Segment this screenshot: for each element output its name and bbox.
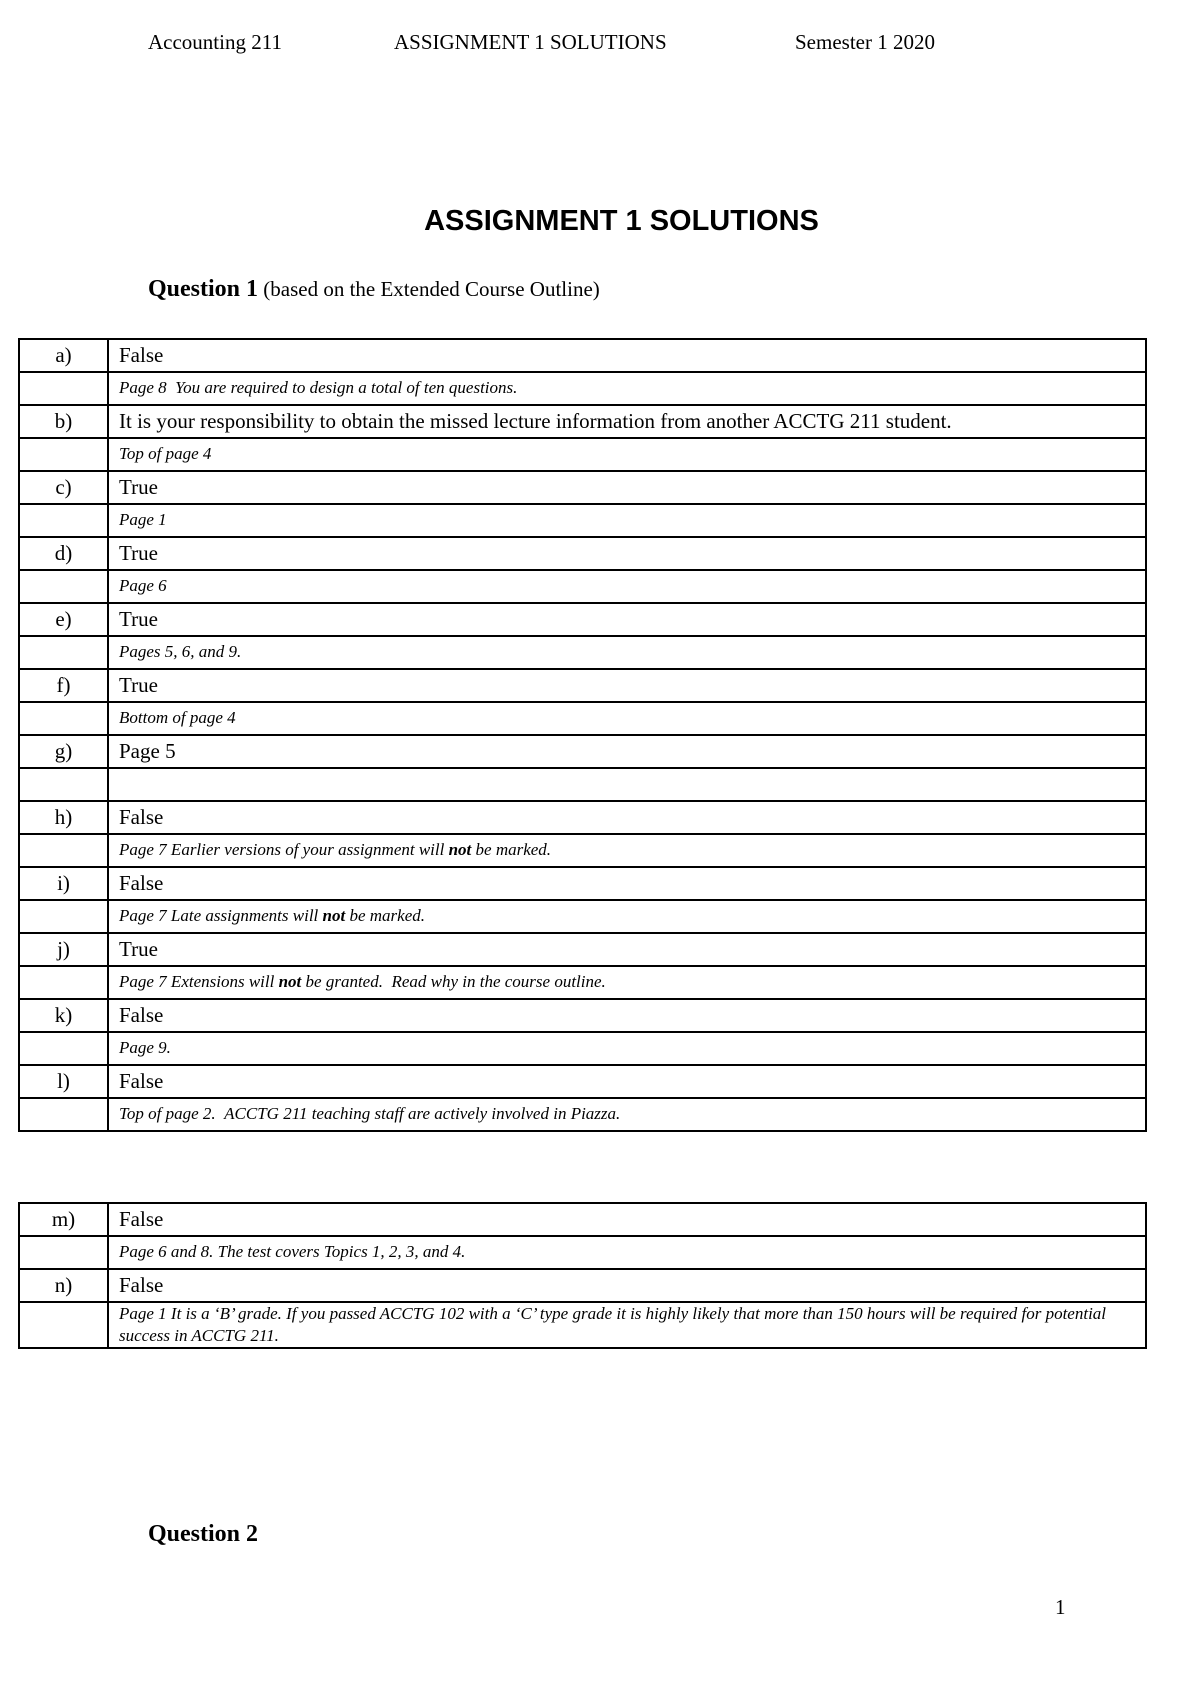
page-header: [0, 30, 1200, 60]
question-2-label: Question 2: [148, 1521, 259, 1547]
question-label: k): [19, 999, 108, 1032]
answer-row: [19, 1269, 1146, 1302]
answer-row: [19, 801, 1146, 834]
empty-cell: [19, 1032, 108, 1065]
answer-text: True: [108, 537, 1146, 570]
answer-text: False: [108, 1269, 1146, 1302]
header-course: Accounting 211: [148, 30, 282, 54]
answer-text: True: [108, 471, 1146, 504]
answer-row: [19, 405, 1146, 438]
answer-row: [19, 999, 1146, 1032]
question-1-subtitle: (based on the Extended Course Outline): [263, 277, 600, 301]
answer-text: True: [108, 669, 1146, 702]
empty-cell: [19, 966, 108, 999]
empty-cell: [19, 834, 108, 867]
note-row: [19, 834, 1146, 867]
empty-cell: [19, 1236, 108, 1269]
answer-text: False: [108, 999, 1146, 1032]
note-row: [19, 1302, 1146, 1348]
reference-note: Bottom of page 4: [108, 702, 1146, 735]
question-label: a): [19, 339, 108, 372]
note-row: [19, 636, 1146, 669]
empty-cell: [19, 1098, 108, 1131]
document-title: ASSIGNMENT 1 SOLUTIONS: [424, 205, 819, 237]
answer-row: [19, 867, 1146, 900]
question-label: l): [19, 1065, 108, 1098]
question-label: h): [19, 801, 108, 834]
note-row: [19, 1032, 1146, 1065]
empty-cell: [19, 504, 108, 537]
empty-cell: [19, 636, 108, 669]
reference-note: Top of page 4: [108, 438, 1146, 471]
note-row: [19, 900, 1146, 933]
answer-text: False: [108, 801, 1146, 834]
reference-note: Page 1 It is a ‘B’ grade. If you passed ACCTG 102 with a ‘C’ type grade it is highly likely that more than 150 hours will be required for potential success in ACCTG 211.: [108, 1302, 1146, 1348]
answer-text: False: [108, 1065, 1146, 1098]
reference-note: Top of page 2. ACCTG 211 teaching staff are actively involved in Piazza.: [108, 1098, 1146, 1131]
question-label: f): [19, 669, 108, 702]
answer-row: [19, 471, 1146, 504]
answers-table-2: [18, 1202, 1147, 1349]
answer-text: It is your responsibility to obtain the missed lecture information from another ACCTG 211 student.: [108, 405, 1146, 438]
answer-row: [19, 669, 1146, 702]
note-row: [19, 1236, 1146, 1269]
question-label: m): [19, 1203, 108, 1236]
empty-cell: [19, 702, 108, 735]
answer-text: True: [108, 933, 1146, 966]
answer-row: [19, 933, 1146, 966]
header-title: ASSIGNMENT 1 SOLUTIONS: [394, 30, 667, 54]
empty-cell: [19, 1302, 108, 1348]
question-label: n): [19, 1269, 108, 1302]
question-label: e): [19, 603, 108, 636]
reference-note: Page 1: [108, 504, 1146, 537]
answer-row: [19, 1065, 1146, 1098]
reference-note: Page 9.: [108, 1032, 1146, 1065]
reference-note: Page 7 Earlier versions of your assignment will not be marked.: [108, 834, 1146, 867]
empty-cell: [19, 438, 108, 471]
note-row: [19, 570, 1146, 603]
reference-note: [108, 768, 1146, 801]
header-semester: Semester 1 2020: [795, 30, 935, 54]
answer-row: [19, 537, 1146, 570]
answer-text: True: [108, 603, 1146, 636]
question-label: c): [19, 471, 108, 504]
question-label: b): [19, 405, 108, 438]
question-1-label: Question 1: [148, 276, 259, 302]
note-row: [19, 372, 1146, 405]
reference-note: Pages 5, 6, and 9.: [108, 636, 1146, 669]
answer-row: [19, 1203, 1146, 1236]
reference-note: Page 6 and 8. The test covers Topics 1, 2, 3, and 4.: [108, 1236, 1146, 1269]
note-row: [19, 504, 1146, 537]
answer-text: Page 5: [108, 735, 1146, 768]
note-row: [19, 702, 1146, 735]
answer-row: [19, 603, 1146, 636]
question-label: i): [19, 867, 108, 900]
empty-cell: [19, 900, 108, 933]
empty-cell: [19, 768, 108, 801]
answer-row: [19, 735, 1146, 768]
note-row: [19, 966, 1146, 999]
note-row: [19, 438, 1146, 471]
question-label: j): [19, 933, 108, 966]
empty-cell: [19, 372, 108, 405]
reference-note: Page 6: [108, 570, 1146, 603]
question-label: d): [19, 537, 108, 570]
answer-text: False: [108, 1203, 1146, 1236]
empty-cell: [19, 570, 108, 603]
note-row: [19, 768, 1146, 801]
reference-note: Page 7 Late assignments will not be marked.: [108, 900, 1146, 933]
reference-note: Page 7 Extensions will not be granted. Read why in the course outline.: [108, 966, 1146, 999]
question-label: g): [19, 735, 108, 768]
answers-table-1: [18, 338, 1147, 1132]
answer-row: [19, 339, 1146, 372]
reference-note: Page 8 You are required to design a total of ten questions.: [108, 372, 1146, 405]
page-number: 1: [1055, 1595, 1066, 1619]
question-2-heading: [148, 1521, 258, 1548]
note-row: [19, 1098, 1146, 1131]
answer-text: False: [108, 867, 1146, 900]
answer-text: False: [108, 339, 1146, 372]
question-1-heading: [148, 276, 600, 303]
